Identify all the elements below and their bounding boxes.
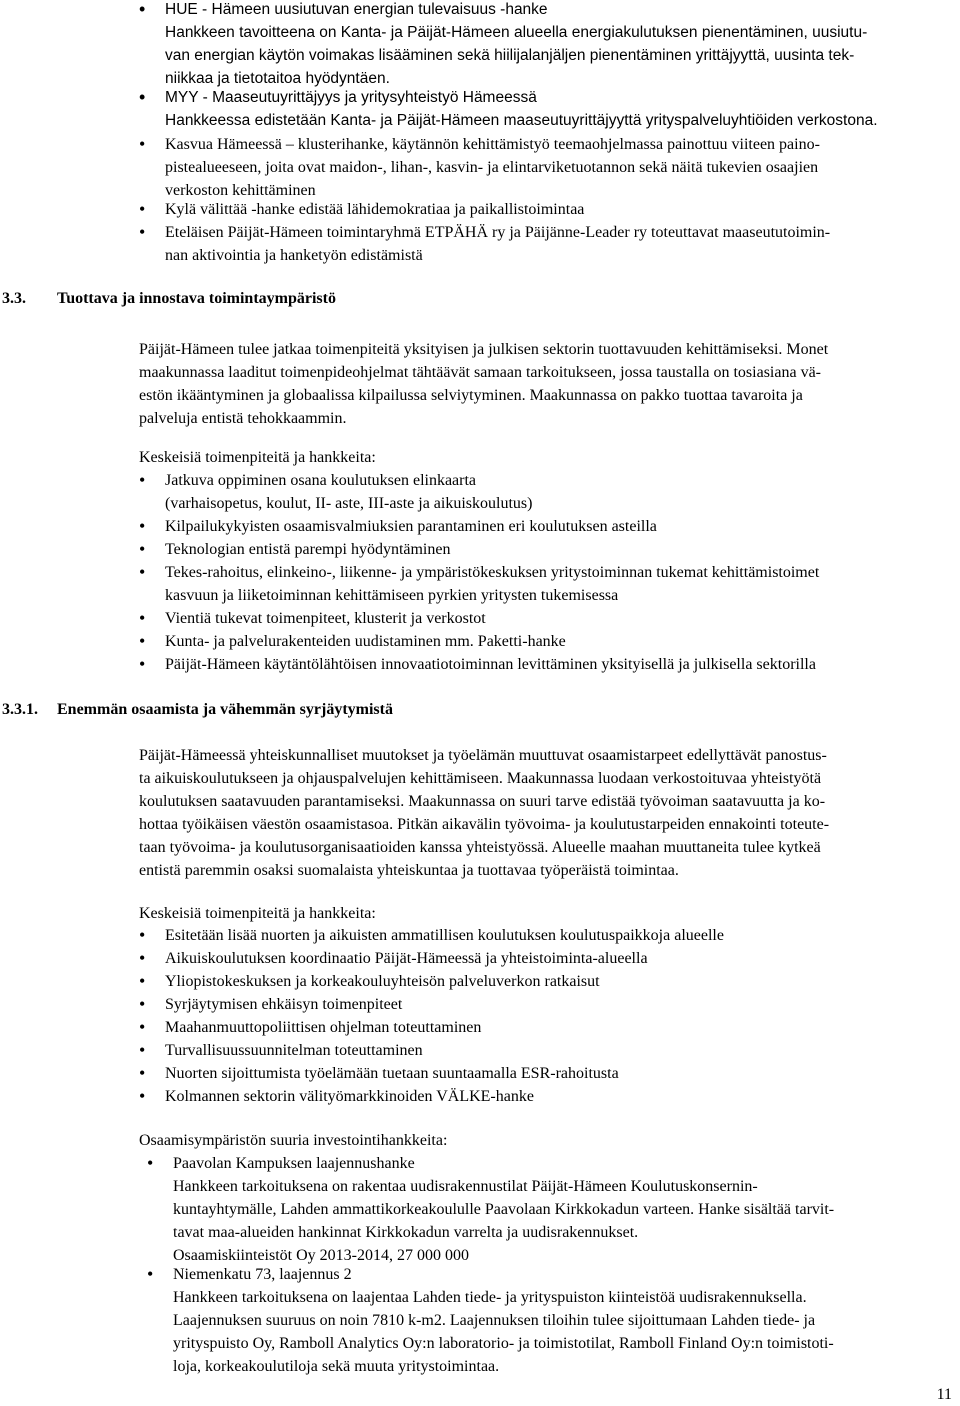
section-heading	[2, 698, 393, 721]
list-item: • Jatkuva oppiminen osana koulutuksen elinkaarta (varhaisopetus, koulut, II- aste, III-aste ja aikuiskoulutus)	[165, 469, 532, 515]
list-item: • Aikuiskoulutuksen koordinaatio Päijät-Hämeessä ja yhteistoiminta-alueella	[165, 947, 648, 970]
list-item: • Eteläisen Päijät-Hämeen toimintaryhmä ETPÄHÄ ry ja Päijänne-Leader ry toteuttavat maaseututoimin- nan aktivointia ja hanketyön edistämistä	[165, 221, 830, 267]
paragraph: Päijät-Hämeen tulee jatkaa toimenpiteitä yksityisen ja julkisen sektorin tuottavuuden kehittämiseksi. Monet maakunnassa laaditut toimenpideohjelmat tähtäävät samaan tarkoitukseen, jossa taustalla on tosiasiana vä- estön ikääntyminen ja globaalissa kilpailussa selviytyminen. Maakunnassa on pakko tuottaa tavaroita ja palveluja entistä tehokkaammin.	[139, 341, 829, 427]
section-number: 3.3.	[2, 290, 26, 307]
section-title: Enemmän osaamista ja vähemmän syrjäytymistä	[57, 701, 393, 718]
section-heading	[2, 287, 336, 310]
list-item: • HUE - Hämeen uusiutuvan energian tulevaisuus -hanke Hankkeen tavoitteena on Kanta- ja Päijät-Hämeen alueella energiakulutuksen pienentäminen, uusiutu- van energian käytön voimakas lisääminen sekä hiilijalanjäljen pienentäminen yrittäjyyttä, uusinta tek- niikkaa ja tietotaitoa hyödyntäen.	[165, 0, 867, 90]
list-item: • Vientiä tukevat toimenpiteet, klusterit ja verkostot	[165, 607, 486, 630]
list-item: • Kolmannen sektorin välityömarkkinoiden VÄLKE-hanke	[165, 1085, 534, 1108]
list-item: • Teknologian entistä parempi hyödyntäminen	[165, 538, 450, 561]
list-item: • Syrjäytymisen ehkäisyn toimenpiteet	[165, 993, 402, 1016]
paragraph: Päijät-Hämeessä yhteiskunnalliset muutokset ja työelämän muuttuvat osaamistarpeet edellyttävät panostus- ta aikuiskoulutukseen ja ohjauspalvelujen kehittämiseen. Maakunnassa luodaan verkostoituvaa yhteistyötä koulutuksen saatavuuden parantamiseksi. Maakunnassa on suuri tarve edistää työvoiman saatavuutta ja ko- hottaa työikäisen väestön osaamistasoa. Pitkän aikavälin työvoima- ja koulutustarpeiden ennakointi toteute- taan työvoima- ja koulutusorganisaatioiden kanssa yhteistyössä. Alueelle maahan muuttaneita tulee kytkeä entistä paremmin osaksi suomalaista yhteiskuntaa ja tuottavaa työperäistä toimintaa.	[139, 747, 830, 879]
list-item: • Maahanmuuttopoliittisen ohjelman toteuttaminen	[165, 1016, 481, 1039]
list-item: • Yliopistokeskuksen ja korkeakouluyhteisön palveluverkon ratkaisut	[165, 970, 600, 993]
page-number: 11	[936, 1386, 952, 1403]
section-title: Tuottava ja innostava toimintaympäristö	[57, 290, 336, 307]
list-label: Keskeisiä toimenpiteitä ja hankkeita:	[139, 905, 376, 922]
list-item: • MYY - Maaseutuyrittäjyys ja yritysyhteistyö Hämeessä Hankkeessa edistetään Kanta- ja Päijät-Hämeen maaseutuyrittäjyyttä yrityspalveluyhtiöiden verkostona.	[165, 86, 878, 132]
list-label: Keskeisiä toimenpiteitä ja hankkeita:	[139, 449, 376, 466]
list-item: • Kasvua Hämeessä – klusterihanke, käytännön kehittämistyö teemaohjelmassa painottuu viiteen paino- pistealueeseen, joita ovat maidon-, lihan-, kasvin- ja elintarviketuotannon sekä näitä tukevien osaajien verkoston kehittäminen	[165, 133, 820, 202]
list-label: Osaamisympäristön suuria investointihankkeita:	[139, 1132, 448, 1149]
list-item: • Paavolan Kampuksen laajennushanke Hankkeen tarkoituksena on rakentaa uudisrakennustilat Päijät-Hämeen Koulutuskonsernin- kuntayhtymälle, Lahden ammattikorkeakoululle Paavolaan Kirkkokadun varteen. Hanke sisältää tarvit- tavat maa-alueiden hankinnat Kirkkokadun varrelta ja uudisrakennukset. Osaamiskiinteistöt Oy 2013-2014, 27 000 000	[173, 1152, 834, 1267]
list-item: • Tekes-rahoitus, elinkeino-, liikenne- ja ympäristökeskuksen yritystoiminnan tukemat kehittämistoimet kasvuun ja liiketoiminnan kehittämiseen pyrkien yritysten tukemisessa	[165, 561, 819, 607]
section-number: 3.3.1.	[2, 701, 38, 718]
list-item: • Turvallisuussuunnitelman toteuttaminen	[165, 1039, 423, 1062]
list-item: • Esitetään lisää nuorten ja aikuisten ammatillisen koulutuksen koulutuspaikkoja alueelle	[165, 924, 724, 947]
list-item: • Kunta- ja palvelurakenteiden uudistaminen mm. Paketti-hanke	[165, 630, 566, 653]
list-item: • Päijät-Hämeen käytäntölähtöisen innovaatiotoiminnan levittäminen yksityisellä ja julkisella sektorilla	[165, 653, 816, 676]
list-item: • Kilpailukykyisten osaamisvalmiuksien parantaminen eri koulutuksen asteilla	[165, 515, 657, 538]
list-item: • Niemenkatu 73, laajennus 2 Hankkeen tarkoituksena on laajentaa Lahden tiede- ja yrityspuiston kiinteistöä uudisrakennuksella. Laajennuksen suuruus on noin 7810 k-m2. Laajennuksen tiloihin tulee sijoittumaan Lahden tiede- ja yrityspuisto Oy, Ramboll Analytics Oy:n laboratorio- ja toimistotilat, Ramboll Finland Oy:n toimistoti- loja, korkeakoulutiloja sekä muuta yritystoimintaa.	[173, 1263, 834, 1378]
list-item: • Nuorten sijoittumista työelämään tuetaan suuntaamalla ESR-rahoitusta	[165, 1062, 619, 1085]
list-item: • Kylä välittää -hanke edistää lähidemokratiaa ja paikallistoimintaa	[165, 198, 584, 221]
